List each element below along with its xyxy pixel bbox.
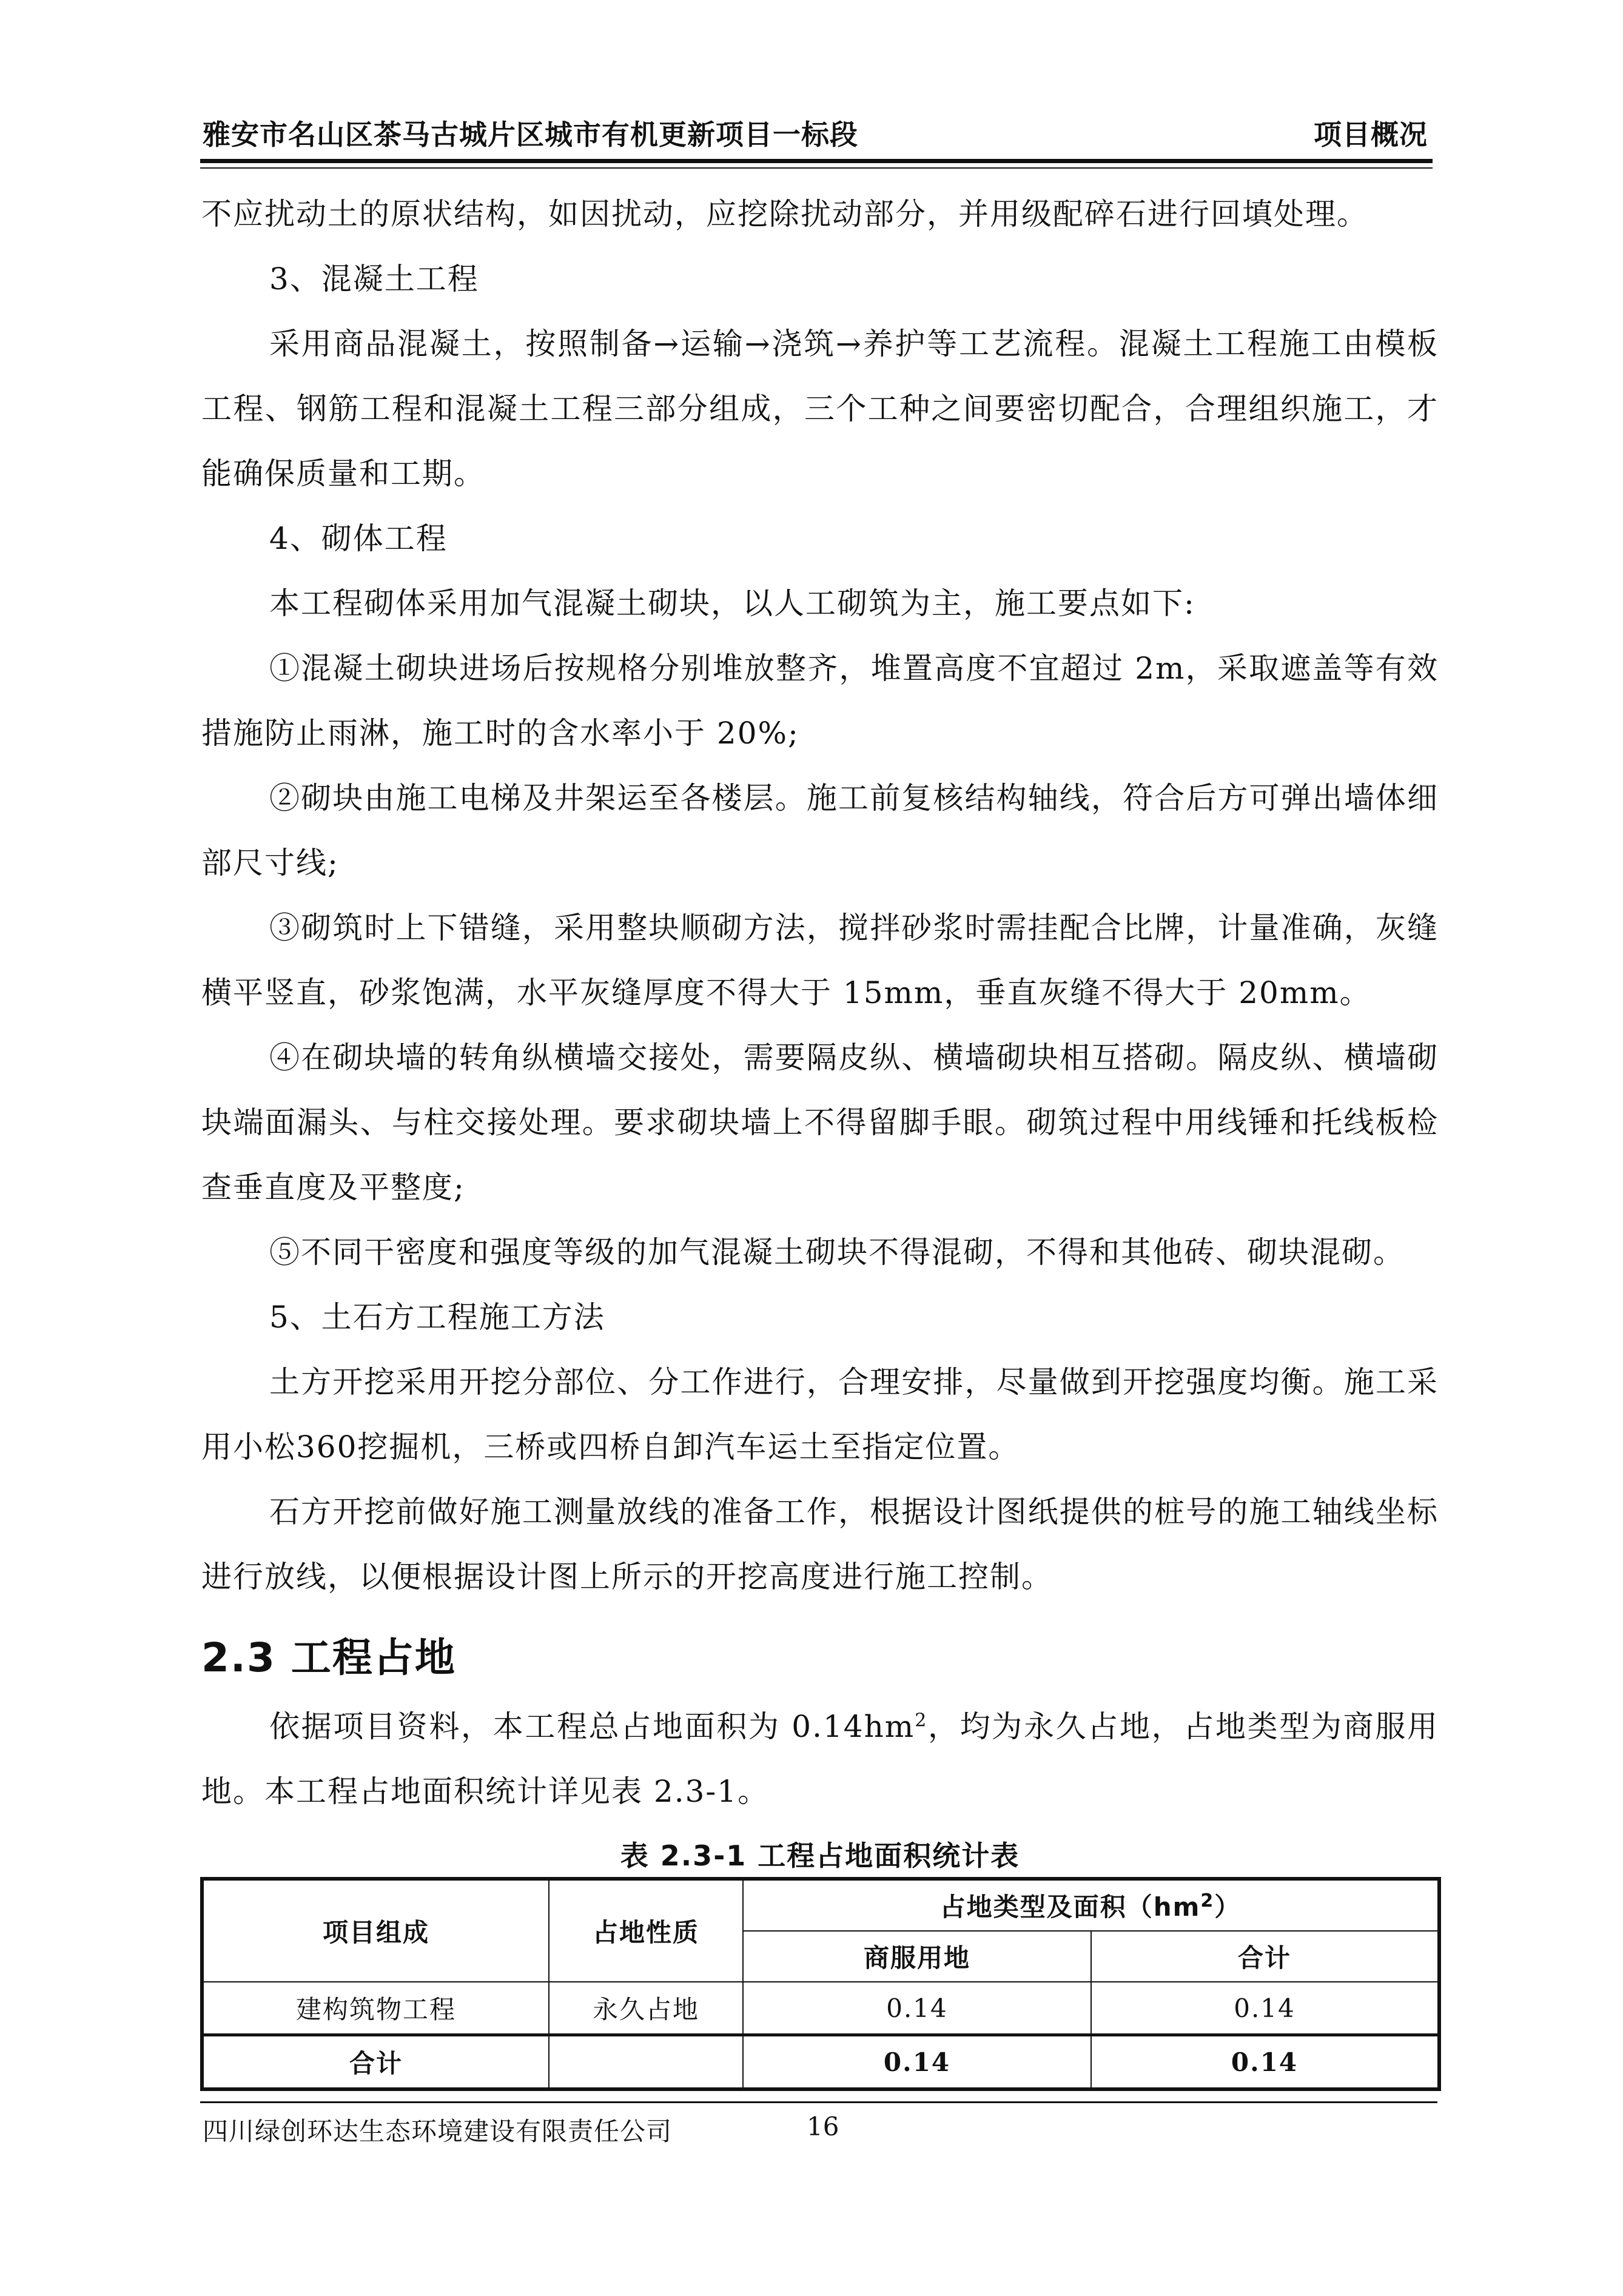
paragraph: ③砌筑时上下错缝，采用整块顺砌方法，搅拌砂浆时需挂配合比牌，计量准确，灰缝横平竖直，砂浆饱满，水平灰缝厚度不得大于 15mm，垂直灰缝不得大于 20mm。 — [201, 910, 1439, 1010]
col-header-total: 合计 — [1091, 1931, 1439, 1982]
table-caption: 表 2.3-1 工程占地面积统计表 — [620, 1839, 1020, 1872]
cell-total-total: 0.14 — [1091, 2035, 1439, 2090]
cell-total-commercial: 0.14 — [743, 2035, 1091, 2090]
cell-project: 建构筑物工程 — [202, 1982, 549, 2035]
text-run: ） — [1214, 1892, 1242, 1922]
table-row — [202, 1982, 1439, 2035]
col-header-project: 项目组成 — [202, 1879, 549, 1982]
footer-company: 四川绿创环达生态环境建设有限责任公司 — [203, 2116, 673, 2146]
col-header-group — [743, 1879, 1439, 1931]
footer-rule — [200, 2101, 1437, 2103]
paragraph: 不应扰动土的原状结构，如因扰动，应挖除扰动部分，并用级配碎石进行回填处理。 — [201, 196, 1368, 232]
cell-total-nature — [549, 2035, 743, 2090]
paragraph: ②砌块由施工电梯及井架运至各楼层。施工前复核结构轴线，符合后方可弹出墙体细部尺寸线; — [201, 780, 1439, 881]
cell-commercial: 0.14 — [743, 1982, 1091, 2035]
cell-total: 0.14 — [1091, 1982, 1439, 2035]
paragraph: 石方开挖前做好施工测量放线的准备工作，根据设计图纸提供的桩号的施工轴线坐标进行放线，以便根据设计图上所示的开挖高度进行施工控制。 — [201, 1494, 1439, 1594]
cell-nature: 永久占地 — [549, 1982, 743, 2035]
text-run: 占地类型及面积（hm — [939, 1892, 1201, 1922]
cell-total-label: 合计 — [202, 2035, 549, 2090]
header-rule-thick — [200, 159, 1433, 163]
page-number: 16 — [807, 2112, 839, 2141]
text-run: ，均为永久占地，占地类型为商服用地。本工程占地面积统计详见表 2.3-1。 — [201, 1709, 1439, 1809]
subheading-masonry: 4、砌体工程 — [269, 521, 448, 556]
header-rule-thin — [200, 167, 1433, 169]
text-run: 依据项目资料，本工程总占地面积为 0.14hm — [269, 1709, 915, 1744]
section-heading: 2.3 工程占地 — [201, 1634, 456, 1681]
paragraph — [201, 1694, 1439, 1824]
subheading-earthwork: 5、土石方工程施工方法 — [269, 1300, 605, 1335]
paragraph: ①混凝土砌块进场后按规格分别堆放整齐，堆置高度不宜超过 2m，采取遮盖等有效措施防止雨淋，施工时的含水率小于 20%; — [201, 651, 1439, 751]
header-section: 项目概况 — [1314, 118, 1428, 151]
superscript: 2 — [915, 1710, 928, 1731]
paragraph: 采用商品混凝土，按照制备→运输→浇筑→养护等工艺流程。混凝土工程施工由模板工程、钢筋工程和混凝土工程三部分组成，三个工种之间要密切配合，合理组织施工，才能确保质量和工期。 — [201, 326, 1439, 491]
body-text — [201, 182, 1439, 1824]
paragraph: 本工程砌体采用加气混凝土砌块，以人工砌筑为主，施工要点如下: — [269, 586, 1195, 621]
table-total-row — [202, 2035, 1439, 2090]
col-header-nature: 占地性质 — [549, 1879, 743, 1982]
land-use-table — [200, 1877, 1441, 2091]
paragraph: ④在砌块墙的转角纵横墙交接处，需要隔皮纵、横墙砌块相互搭砌。隔皮纵、横墙砌块端面漏头、与柱交接处理。要求砌块墙上不得留脚手眼。砌筑过程中用线锤和托线板检查垂直度及平整度; — [201, 1040, 1439, 1205]
paragraph: ⑤不同干密度和强度等级的加气混凝土砌块不得混砌，不得和其他砖、砌块混砌。 — [269, 1235, 1405, 1270]
paragraph: 土方开挖采用开挖分部位、分工作进行，合理安排，尽量做到开挖强度均衡。施工采用小松360挖掘机，三桥或四桥自卸汽车运土至指定位置。 — [201, 1365, 1439, 1465]
superscript: 2 — [1200, 1890, 1215, 1912]
subheading-concrete: 3、混凝土工程 — [269, 261, 479, 297]
header-title: 雅安市名山区茶马古城片区城市有机更新项目一标段 — [203, 118, 858, 151]
col-header-commercial: 商服用地 — [743, 1931, 1091, 1982]
